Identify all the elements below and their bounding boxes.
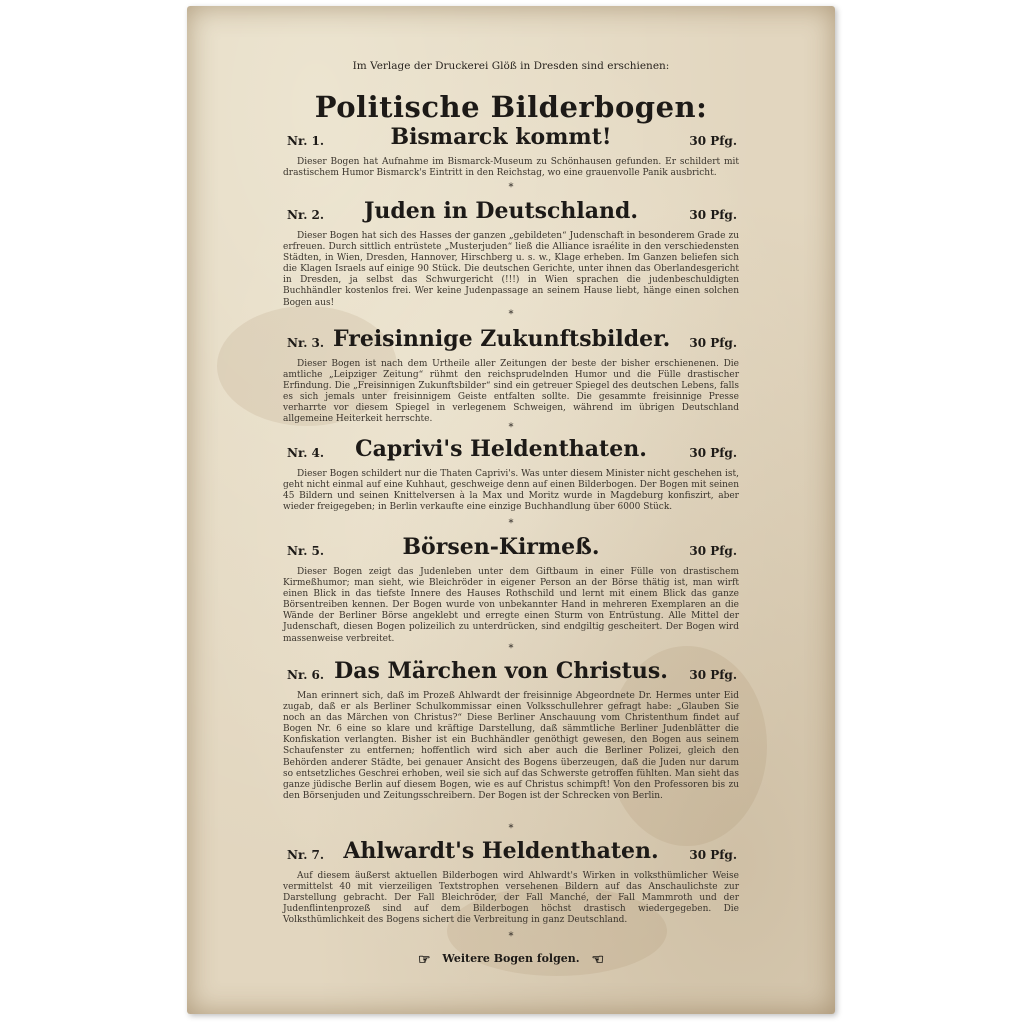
page-title: Politische Bilderbogen: [314, 90, 708, 124]
entry-header [283, 658, 739, 688]
entry-header [283, 198, 739, 228]
entry-number: Nr. 3. [287, 336, 325, 350]
entry-price: 30 Pfg. [689, 134, 737, 148]
entry-price: 30 Pfg. [689, 668, 737, 682]
separator-star: * [508, 422, 514, 433]
separator-star: * [508, 643, 514, 654]
entry-description: Man erinnert sich, daß im Prozeß Ahlwardt der freisinnige Abgeordnete Dr. Hermes unter Eid zugab, daß er als Berliner Schulkommissar einen Volksschullehrer gefragt habe: „Glauben Sie noch an das Märchen von Christus?“ Diese Berliner Anschauung vom Christenthum findet auf Bogen Nr. 6 eine so klare und kräftige Darstellung, daß sämmtliche Berliner Judenblätter die Konfiskation verlangten. Bisher ist ein Buchhändler genöthigt gewesen, den Bogen aus seinem Schaufenster zu entfernen; hoffentlich wird sich aber auch die Berliner Polizei, gleich den Behörden anderer Städte, bei genauer Ansicht des Bogens überzeugen, daß die Juden nur darum so entsetzliches Geschrei erhoben, weil sie sich auf das Schwerste getroffen fühlten. Man sieht das ganze jüdische Berlin auf diesem Bogen, wie es auf Christus schimpft! Von den Professoren bis zu den Börsenjuden und Zeitungsschreibern. Der Bogen ist der Schrecken von Berlin. [283, 691, 739, 801]
entry-title: Juden in Deutschland. [363, 198, 639, 224]
catalog-entry [283, 436, 739, 513]
catalog-entry [283, 124, 739, 179]
catalog-entry [283, 658, 739, 802]
separator-star: * [508, 182, 514, 193]
publisher-line: Im Verlage der Druckerei Glöß in Dresden sind erschienen: [352, 60, 670, 72]
entry-number: Nr. 2. [287, 208, 325, 222]
entry-title: Börsen-Kirmeß. [402, 534, 600, 560]
entry-price: 30 Pfg. [689, 208, 737, 222]
footer-text: Weitere Bogen folgen. [442, 952, 580, 965]
entry-title: Caprivi's Heldenthaten. [355, 436, 647, 462]
entry-header [283, 534, 739, 564]
entry-price: 30 Pfg. [689, 544, 737, 558]
separator-star: * [508, 823, 514, 834]
entry-price: 30 Pfg. [689, 336, 737, 350]
document-sheet [187, 6, 835, 1014]
catalog-entry [283, 326, 739, 426]
separator-star: * [508, 518, 514, 529]
pointing-hand-left-icon: ☜ [591, 952, 605, 968]
entry-header [283, 838, 739, 868]
entry-title: Ahlwardt's Heldenthaten. [343, 838, 659, 864]
entry-number: Nr. 7. [287, 848, 325, 862]
entry-price: 30 Pfg. [689, 446, 737, 460]
entry-title: Das Märchen von Christus. [334, 658, 668, 684]
entry-title: Freisinnige Zukunftsbilder. [333, 326, 671, 352]
catalog-entry [283, 198, 739, 309]
entry-number: Nr. 1. [287, 134, 325, 148]
entry-description: Dieser Bogen ist nach dem Urtheile aller Zeitungen der beste der bisher erschienenen. Die amtliche „Leipziger Zeitung“ rühmt den reichsprudelnden Humor und die Fülle drastischer Erfindung. Die „Freisinnigen Zukunftsbilder“ sind ein getreuer Spiegel des deutschen Lebens, falls es sich jemals unter freisinnigem Geiste entfalten sollte. Die gesammte freisinnige Presse verharrte vor diesem Spiegel in verlegenem Schweigen, während im übrigen Deutschland allgemeine Heiterkeit herrschte. [283, 359, 739, 425]
entry-header [283, 124, 739, 154]
entry-description: Dieser Bogen hat sich des Hasses der ganzen „gebildeten“ Judenschaft in besonderem Grade zu erfreuen. Durch sittlich entrüstete „Musterjuden“ ließ die Alliance israélite in den verschiedensten Städten, in Wien, Dresden, Hannover, Hirschberg u. s. w., Klage erheben. Im Ganzen beliefen sich die Klagen Israels auf einige 90 Stück. Die deutschen Gerichte, unter ihnen das Oberlandesgericht in Dresden, ja selbst das Schwurgericht (!!!) in Wien sprachen die judenbeschuldigten Buchhändler kostenlos frei. Wer keine Judenpassage an seinem Hause liebt, hänge einen solchen Bogen aus! [283, 231, 739, 308]
separator-star: * [508, 931, 514, 942]
entry-description: Dieser Bogen hat Aufnahme im Bismarck-Museum zu Schönhausen gefunden. Er schildert mit drastischem Humor Bismarck's Eintritt in den Reichstag, wo eine grauenvolle Panik ausbricht. [283, 157, 739, 179]
entry-number: Nr. 5. [287, 544, 325, 558]
entry-number: Nr. 4. [287, 446, 325, 460]
entry-number: Nr. 6. [287, 668, 325, 682]
pointing-hand-right-icon: ☞ [417, 952, 431, 968]
entry-header [283, 326, 739, 356]
entry-description: Dieser Bogen zeigt das Judenleben unter dem Giftbaum in einer Fülle von drastischem Kirmeßhumor; man sieht, wie Bleichröder in eigener Person an der Börse thätig ist, man wirft einen Blick in das tiefste Innere des Hauses Rothschild und lernt mit einem Blick das ganze Börsentreiben kennen. Der Bogen wurde von unbekannter Hand in mehreren Exemplaren an die Wände der Berliner Börse angeklebt und erregte einen Sturm von Entrüstung. Alle Mittel der Judenschaft, diesen Bogen polizeilich zu unterdrücken, sind endgiltig gescheitert. Der Bogen wird massenweise verbreitet. [283, 567, 739, 644]
entry-title: Bismarck kommt! [390, 124, 612, 150]
catalog-entry [283, 534, 739, 645]
entry-description: Auf diesem äußerst aktuellen Bilderbogen wird Ahlwardt's Wirken in volksthümlicher Weise vermittelst 40 mit vierzeiligen Textstrophen versehenen Bildern auf das Anschaulichste zur Darstellung gebracht. Der Fall Bleichröder, der Fall Manché, der Fall Mammroth und der Judenflintenprozeß sind auf dem Bilderbogen höchst drastisch wiedergegeben. Die Volksthümlichkeit des Bogens sichert die Verbreitung in ganz Deutschland. [283, 871, 739, 926]
separator-star: * [508, 309, 514, 320]
footer-note [283, 952, 739, 968]
catalog-entry [283, 838, 739, 926]
entry-description: Dieser Bogen schildert nur die Thaten Caprivi's. Was unter diesem Minister nicht geschehen ist, geht nicht einmal auf eine Kuhhaut, geschweige denn auf einen Bilderbogen. Der Bogen mit seinen 45 Bildern und seinen Knittelversen à la Max und Moritz wurde in Magdeburg konfiszirt, aber wieder freigegeben; in Berlin verkaufte eine einzige Buchhandlung über 6000 Stück. [283, 469, 739, 513]
entry-price: 30 Pfg. [689, 848, 737, 862]
entry-header [283, 436, 739, 466]
